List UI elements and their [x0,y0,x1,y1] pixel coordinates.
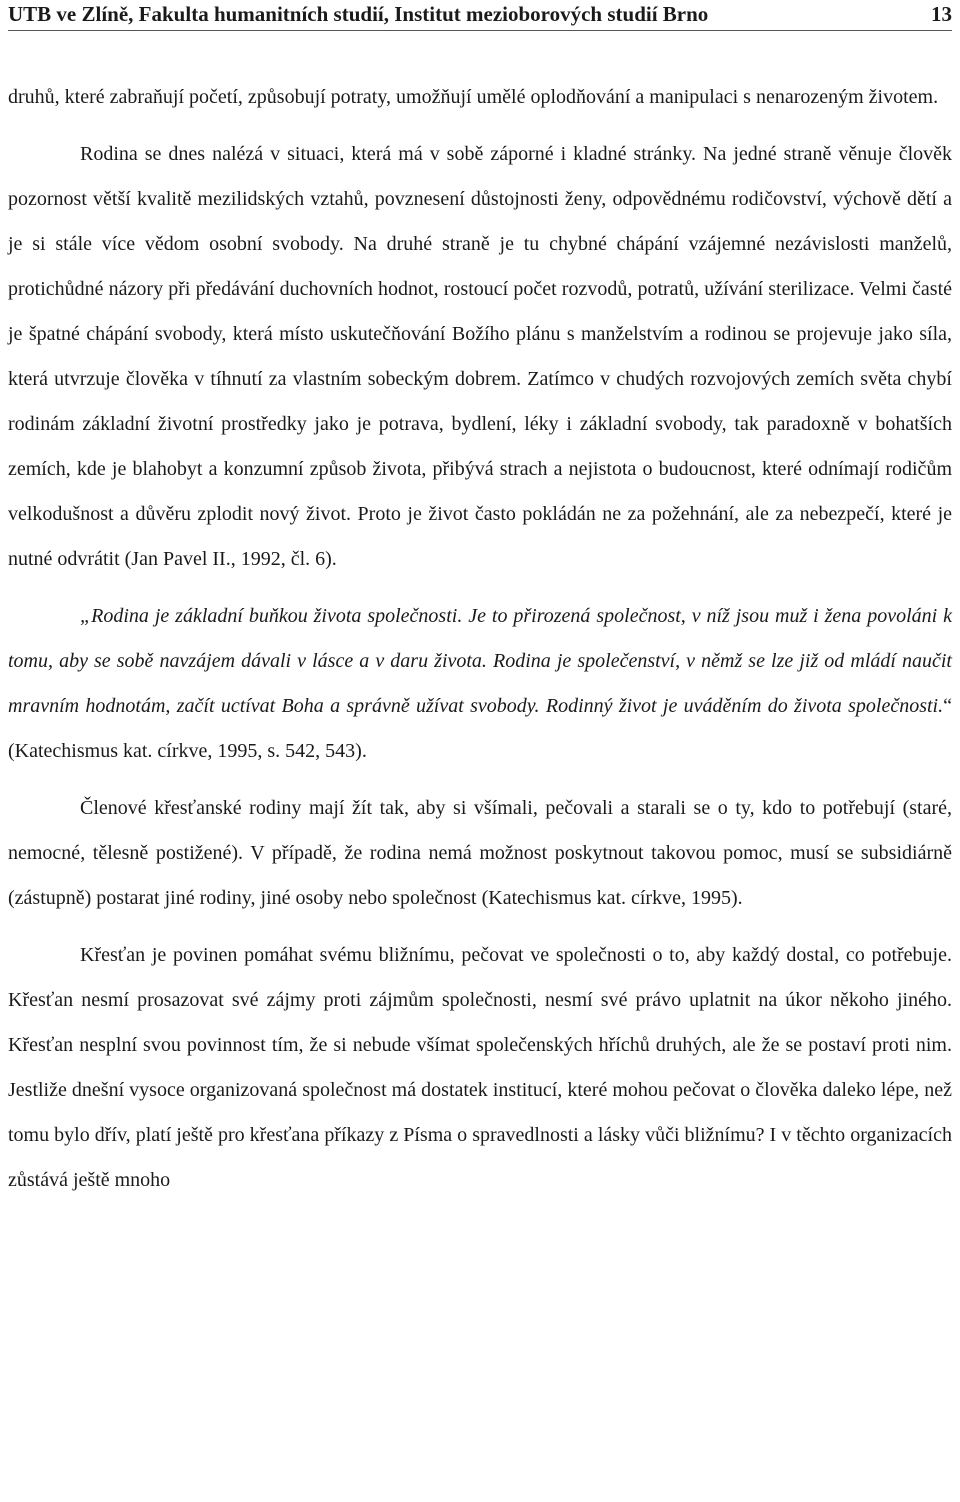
paragraph-family-members: Členové křesťanské rodiny mají žít tak, aby si všímali, pečovali a starali se o ty, kdo to potřebují (staré, nemocné, tělesně postižené). V případě, že rodina nemá možnost poskytnout takovou pomoc, musí se subsidiárně (zástupně) postarat jiné rodiny, jiné osoby nebo společnost (Katechismus kat. církve, 1995). [8,797,952,909]
quote-text: „Rodina je základní buňkou života společnosti. Je to přirozená společnost, v níž jsou muž i žena povoláni k tomu, aby se sobě navzájem dávali v lásce a v daru života. Rodina je společenství, v němž se lze již od mládí naučit mravním hodnotám, začít uctívat Boha a správně užívat svobody. Rodinný život je uváděním do života společnosti. [8,605,952,717]
quote-citation: (Katechismus kat. církve, 1995, s. 542, 543). [8,740,367,762]
paragraph-family-situation: Rodina se dnes nalézá v situaci, která má v sobě záporné i kladné stránky. Na jedné straně věnuje člověk pozornost větší kvalitě mezilidských vztahů, povznesení důstojnosti ženy, odpovědnému rodičovství, výchově dětí a je si stále více vědom osobní svobody. Na druhé straně je tu chybné chápání vzájemné nezávislosti manželů, protichůdné názory při předávání duchovních hodnot, rostoucí počet rozvodů, potratů, užívání sterilizace. Velmi časté je špatné chápání svobody, která místo uskutečňování Božího plánu s manželstvím a rodinou se projevuje jako síla, která utvrzuje člověka v tíhnutí za vlastním sobeckým dobrem. Zatímco v chudých rozvojových zemích světa chybí rodinám základní životní prostředky jako je potrava, bydlení, léky i základní svobody, tak paradoxně v bohatších zemích, kde je blahobyt a konzumní způsob života, přibývá strach a nejistota o budoucnost, které odnímají rodičům velkodušnost a důvěru zplodit nový život. Proto je život často pokládán ne za požehnání, ale za nebezpečí, které je nutné odvrátit (Jan Pavel II., 1992, čl. 6). [8,143,952,570]
paragraph-continuation: druhů, které zabraňují početí, způsobují potraty, umožňují umělé oplodňování a manipulaci s nenarozeným životem. [8,86,939,108]
header-institution: UTB ve Zlíně, Fakulta humanitních studií, Institut mezioborových studií Brno [8,2,709,26]
quote-close-mark: “ [943,695,952,717]
paragraph-catechism-quote [8,594,952,774]
running-header [8,0,952,31]
document-body [8,75,952,1203]
paragraph-christian-duty: Křesťan je povinen pomáhat svému bližnímu, pečovat ve společnosti o to, aby každý dostal, co potřebuje. Křesťan nesmí prosazovat své zájmy proti zájmům společnosti, nesmí své právo uplatnit na úkor někoho jiného. Křesťan nesplní svou povinnost tím, že si nebude všímat společenských hříchů druhých, ale že se postaví proti nim. Jestliže dnešní vysoce organizovaná společnost má dostatek institucí, které mohou pečovat o člověka daleko lépe, než tomu bylo dřív, platí ještě pro křesťana příkazy z Písma o spravedlnosti a lásky vůči bližnímu? I v těchto organizacích zůstává ještě mnoho [8,944,952,1191]
page-number: 13 [931,2,952,26]
